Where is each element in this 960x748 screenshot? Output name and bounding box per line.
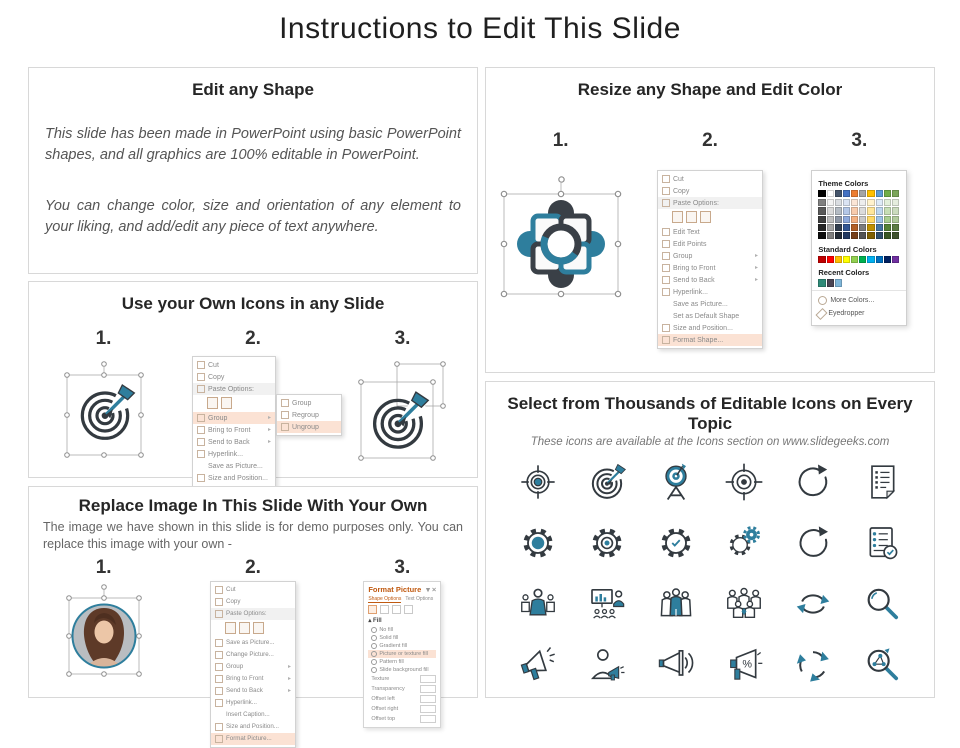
- color-swatch[interactable]: [859, 190, 866, 197]
- color-swatch[interactable]: [827, 232, 834, 239]
- row-offset-right[interactable]: Offset right: [368, 704, 436, 714]
- recent-color-row: [818, 279, 900, 286]
- color-swatch[interactable]: [827, 256, 834, 263]
- submenu-arrow-icon: ▸: [287, 687, 291, 694]
- dartboard-stand-icon: [656, 462, 696, 502]
- cut-icon: [215, 586, 223, 594]
- paste-options-thumbnails: [658, 209, 762, 226]
- panel-subtitle: The image we have shown in this slide is for demo purposes only. You can replace this image with your own -: [43, 520, 463, 551]
- color-swatch[interactable]: [818, 232, 825, 239]
- color-swatch[interactable]: [867, 190, 874, 197]
- eyedropper-icon: [816, 307, 828, 319]
- close-icon[interactable]: ▾ ×: [426, 584, 437, 594]
- color-swatch[interactable]: [876, 224, 883, 231]
- paste-icon: [197, 385, 205, 393]
- theme-colors-label: Theme Colors: [818, 179, 869, 188]
- target-crosshair-icon: [518, 462, 558, 502]
- radio-icon: [371, 635, 377, 641]
- step-number-3: 3.: [394, 328, 411, 349]
- color-swatch[interactable]: [851, 190, 858, 197]
- menu-item-save-as-picture[interactable]: Save as Picture...: [211, 637, 295, 649]
- menu-item-group[interactable]: Group ▸: [658, 250, 762, 262]
- color-swatch[interactable]: [876, 232, 883, 239]
- menu-item-copy[interactable]: Copy: [193, 371, 275, 383]
- menu-item-size-position[interactable]: Size and Position...: [658, 322, 762, 334]
- copy-icon: [662, 187, 670, 195]
- color-swatch[interactable]: [876, 216, 883, 223]
- panel-title: Select from Thousands of Editable Icons on Every Topic: [507, 394, 913, 433]
- row-transparency[interactable]: Transparency: [368, 684, 436, 694]
- submenu-item-ungroup[interactable]: Ungroup: [277, 421, 341, 433]
- gear-solid-icon: [518, 523, 558, 563]
- paste-options-thumbnails: [193, 395, 275, 412]
- panel-title: Use your Own Icons in any Slide: [121, 294, 385, 313]
- menu-item-cut[interactable]: Cut: [658, 173, 762, 185]
- crosshair-scope-icon: [724, 462, 764, 502]
- menu-item-bring-to-front[interactable]: Bring to Front ▸: [658, 262, 762, 274]
- color-swatch[interactable]: [818, 207, 825, 214]
- color-swatch[interactable]: [818, 256, 825, 263]
- body-paragraph-2: You can change color, size and orientation of any element to your liking, and add/edit any piece of text anywhere.: [45, 198, 461, 236]
- color-swatch[interactable]: [867, 199, 874, 206]
- menu-item-cut[interactable]: Cut: [211, 584, 295, 596]
- regroup-icon: [281, 411, 289, 419]
- send-to-back-icon: [662, 276, 670, 284]
- page-title: Instructions to Edit This Slide: [279, 12, 681, 45]
- eyedropper-item[interactable]: Eyedropper: [818, 307, 900, 321]
- paste-keep-formatting-icon[interactable]: [672, 211, 683, 223]
- menu-item-send-to-back[interactable]: Send to Back ▸: [193, 436, 275, 448]
- checklist-document-icon: [862, 462, 902, 502]
- theme-color-row: [818, 190, 900, 197]
- color-swatch[interactable]: [843, 256, 850, 263]
- color-swatch[interactable]: [843, 199, 850, 206]
- cut-icon: [197, 361, 205, 369]
- color-swatch[interactable]: [827, 207, 834, 214]
- size-position-icon: [662, 324, 670, 332]
- color-swatch[interactable]: [884, 232, 891, 239]
- megaphone-waves-icon: [656, 645, 696, 685]
- menu-item-set-default-shape[interactable]: Set as Default Shape: [672, 312, 740, 320]
- offset-top-input[interactable]: [420, 715, 436, 723]
- menu-item-change-picture[interactable]: Change Picture...: [211, 649, 295, 661]
- paste-picture-icon[interactable]: [239, 622, 250, 634]
- tab-text-options[interactable]: Text Options: [405, 595, 434, 602]
- color-swatch[interactable]: [892, 232, 899, 239]
- color-swatch[interactable]: [843, 232, 850, 239]
- menu-item-hyperlink[interactable]: Hyperlink...: [193, 448, 275, 460]
- step-number-1: 1.: [552, 130, 569, 151]
- fill-line-icon[interactable]: [368, 605, 377, 614]
- color-swatch[interactable]: [892, 190, 899, 197]
- step-number-2: 2.: [245, 328, 261, 349]
- bring-to-front-icon: [662, 264, 670, 272]
- menu-item-group[interactable]: Group ▸: [211, 661, 295, 673]
- hyperlink-icon: [662, 288, 670, 296]
- color-swatch[interactable]: [859, 216, 866, 223]
- theme-tint-grid: [818, 199, 900, 239]
- step-number-2: 2.: [702, 130, 718, 151]
- menu-item-insert-caption[interactable]: Insert Caption...: [225, 710, 270, 718]
- ungrouped-target-graphic: [353, 356, 453, 468]
- send-to-back-icon: [197, 438, 205, 446]
- panel-title: Edit any Shape: [192, 80, 314, 99]
- color-swatch[interactable]: [892, 256, 899, 263]
- menu-item-copy[interactable]: Copy: [211, 596, 295, 608]
- color-swatch[interactable]: [827, 216, 834, 223]
- transparency-input[interactable]: [420, 685, 436, 693]
- icon-grid: [486, 448, 934, 685]
- row-texture[interactable]: Texture: [368, 674, 436, 684]
- row-offset-top[interactable]: Offset top: [368, 714, 436, 724]
- color-swatch[interactable]: [859, 199, 866, 206]
- option-pattern-fill[interactable]: Pattern fill: [368, 658, 436, 666]
- team-three-icon: [656, 584, 696, 624]
- context-menu: [192, 356, 276, 499]
- double-gears-icon: [724, 523, 764, 563]
- paste-keep-formatting-icon[interactable]: [225, 622, 236, 634]
- tab-shape-options[interactable]: Shape Options: [368, 595, 402, 602]
- submenu-arrow-icon: ▸: [287, 663, 291, 670]
- color-swatch[interactable]: [818, 279, 825, 286]
- radio-icon: [371, 659, 377, 665]
- color-swatch[interactable]: [835, 232, 842, 239]
- color-swatch[interactable]: [884, 207, 891, 214]
- bring-to-front-icon: [215, 675, 223, 683]
- standard-color-row: [818, 256, 900, 263]
- color-swatch[interactable]: [843, 216, 850, 223]
- selected-shape-graphic: [494, 168, 628, 306]
- sync-arrows-icon: [793, 584, 833, 624]
- submenu-arrow-icon: ▸: [267, 415, 271, 421]
- row-offset-left[interactable]: Offset left: [368, 694, 436, 704]
- panel-replace-image: [28, 486, 478, 742]
- color-swatch[interactable]: [892, 224, 899, 231]
- panel-title: Resize any Shape and Edit Color: [577, 80, 843, 99]
- megaphone-offer-icon: [724, 645, 764, 685]
- group-icon: [197, 414, 205, 422]
- step-number-1: 1.: [95, 328, 112, 349]
- more-colors-item[interactable]: More Colors...: [818, 294, 900, 307]
- cycle-arrows-icon: [793, 645, 833, 685]
- color-swatch[interactable]: [851, 199, 858, 206]
- panel-edit-any-shape: [28, 67, 478, 274]
- recent-colors-label: Recent Colors: [818, 268, 870, 278]
- color-swatch[interactable]: [827, 199, 834, 206]
- save-picture-icon: [215, 639, 223, 647]
- color-swatch[interactable]: [884, 199, 891, 206]
- shape-context-menu: [657, 170, 763, 349]
- color-swatch[interactable]: [859, 224, 866, 231]
- color-swatch[interactable]: [884, 190, 891, 197]
- size-position-icon: [215, 723, 223, 731]
- color-swatch[interactable]: [884, 256, 891, 263]
- hyperlink-icon: [215, 699, 223, 707]
- size-properties-icon[interactable]: [392, 605, 401, 614]
- color-swatch[interactable]: [867, 224, 874, 231]
- color-swatch[interactable]: [835, 279, 842, 286]
- menu-item-send-to-back[interactable]: Send to Back ▸: [658, 274, 762, 286]
- paste-icon: [215, 610, 223, 618]
- color-swatch[interactable]: [892, 207, 899, 214]
- copy-icon: [215, 598, 223, 606]
- group-icon: [662, 252, 670, 260]
- color-swatch[interactable]: [818, 216, 825, 223]
- paste-picture-icon[interactable]: [221, 397, 232, 409]
- color-swatch[interactable]: [827, 190, 834, 197]
- color-swatch[interactable]: [867, 207, 874, 214]
- menu-item-paste-options[interactable]: Paste Options:: [193, 383, 275, 395]
- dartboard-dart-icon: [587, 462, 627, 502]
- submenu-arrow-icon: ▸: [754, 265, 758, 271]
- edit-points-icon: [662, 240, 670, 248]
- menu-item-paste-options[interactable]: Paste Options:: [658, 197, 762, 209]
- paste-picture-icon[interactable]: [686, 211, 697, 223]
- cut-icon: [662, 175, 670, 183]
- send-to-back-icon: [215, 687, 223, 695]
- menu-item-edit-text[interactable]: Edit Text: [658, 226, 762, 238]
- color-swatch[interactable]: [843, 207, 850, 214]
- panel-subtitle: These icons are available at the Icons section on www.slidegeeks.com: [530, 436, 890, 448]
- color-swatch[interactable]: [818, 190, 825, 197]
- step-number-3: 3.: [394, 556, 411, 578]
- color-swatch[interactable]: [859, 256, 866, 263]
- menu-item-size-position[interactable]: Size and Position...: [211, 721, 295, 733]
- format-picture-icon: [215, 735, 223, 743]
- option-no-fill[interactable]: No fill: [368, 626, 436, 634]
- color-swatch[interactable]: [851, 216, 858, 223]
- paste-keep-source-icon[interactable]: [253, 622, 264, 634]
- menu-item-cut[interactable]: Cut: [193, 359, 275, 371]
- color-swatch[interactable]: [843, 190, 850, 197]
- radio-icon: [371, 643, 377, 649]
- submenu-arrow-icon: ▸: [267, 427, 271, 433]
- menu-item-hyperlink[interactable]: Hyperlink...: [211, 697, 295, 709]
- option-gradient-fill[interactable]: Gradient fill: [368, 642, 436, 650]
- group-icon: [281, 399, 289, 407]
- picture-context-menu: [210, 581, 296, 748]
- color-swatch[interactable]: [835, 216, 842, 223]
- color-swatch[interactable]: [867, 232, 874, 239]
- group-submenu: [276, 394, 342, 436]
- team-group-icon: [724, 584, 764, 624]
- rotate-arrow-icon: [793, 462, 833, 502]
- group-icon: [215, 663, 223, 671]
- gear-check-icon: [656, 523, 696, 563]
- submenu-item-group[interactable]: Group: [277, 397, 341, 409]
- paste-keep-formatting-icon[interactable]: [207, 397, 218, 409]
- step-number-1: 1.: [95, 556, 112, 578]
- selected-photo-graphic: [58, 581, 150, 683]
- radio-icon: [371, 667, 377, 673]
- change-picture-icon: [215, 651, 223, 659]
- color-swatch[interactable]: [818, 199, 825, 206]
- format-pane-title: Format Picture: [368, 584, 422, 594]
- copy-icon: [197, 373, 205, 381]
- panel-resize-shape: [485, 67, 935, 373]
- format-picture-pane: [363, 581, 441, 728]
- texture-dropdown[interactable]: [420, 675, 436, 683]
- color-swatch[interactable]: [835, 199, 842, 206]
- paste-options-thumbnails: [211, 620, 295, 637]
- selected-target-graphic: [58, 356, 150, 468]
- menu-item-group[interactable]: Group ▸: [193, 412, 275, 424]
- color-wheel-icon: [818, 296, 827, 305]
- menu-item-hyperlink[interactable]: Hyperlink...: [658, 286, 762, 298]
- flower-shape: [517, 200, 605, 288]
- color-swatch[interactable]: [892, 199, 899, 206]
- option-solid-fill[interactable]: Solid fill: [368, 634, 436, 642]
- menu-item-size-position[interactable]: Size and Position...: [193, 472, 275, 484]
- step-number-2: 2.: [245, 556, 261, 578]
- menu-item-paste-options[interactable]: Paste Options:: [211, 608, 295, 620]
- magnifier-network-icon: [862, 645, 902, 685]
- size-position-icon: [197, 474, 205, 482]
- menu-item-format-shape[interactable]: Format Shape...: [658, 334, 762, 346]
- color-swatch[interactable]: [884, 224, 891, 231]
- radio-icon: [371, 651, 377, 657]
- color-swatch[interactable]: [851, 232, 858, 239]
- refresh-circle-icon: [793, 523, 833, 563]
- presentation-screen-icon: [587, 584, 627, 624]
- gear-dot-icon: [587, 523, 627, 563]
- submenu-arrow-icon: ▸: [754, 253, 758, 259]
- panel-title: Replace Image In This Slide With Your Own: [78, 496, 428, 515]
- ungroup-icon: [281, 423, 289, 431]
- menu-item-format-picture[interactable]: Format Picture...: [211, 733, 295, 745]
- submenu-arrow-icon: ▸: [267, 439, 271, 445]
- color-swatch[interactable]: [876, 207, 883, 214]
- offset-left-input[interactable]: [420, 695, 436, 703]
- color-swatch[interactable]: [892, 216, 899, 223]
- menu-item-copy[interactable]: Copy: [658, 185, 762, 197]
- color-swatch[interactable]: [818, 224, 825, 231]
- panel-icons-library: [485, 381, 935, 698]
- option-slide-bg-fill[interactable]: Slide background fill: [368, 666, 436, 674]
- color-swatch[interactable]: [851, 256, 858, 263]
- bring-to-front-icon: [197, 426, 205, 434]
- edit-text-icon: [662, 228, 670, 236]
- option-picture-fill[interactable]: Picture or texture fill: [368, 650, 436, 658]
- offset-right-input[interactable]: [420, 705, 436, 713]
- format-pane-category-icons: [368, 605, 436, 614]
- paste-keep-source-icon[interactable]: [700, 211, 711, 223]
- megaphone-burst-icon: [518, 645, 558, 685]
- submenu-item-regroup[interactable]: Regroup: [277, 409, 341, 421]
- color-swatch[interactable]: [835, 256, 842, 263]
- color-swatch[interactable]: [876, 256, 883, 263]
- menu-item-bring-to-front[interactable]: Bring to Front ▸: [211, 673, 295, 685]
- person-megaphone-icon: [587, 645, 627, 685]
- panel-use-own-icons: [28, 281, 478, 482]
- color-swatch[interactable]: [835, 190, 842, 197]
- menu-item-edit-points[interactable]: Edit Points: [658, 238, 762, 250]
- color-swatch[interactable]: [884, 216, 891, 223]
- speaker-audience-icon: [518, 584, 558, 624]
- fill-section-header[interactable]: ▴ Fill: [368, 617, 382, 624]
- menu-item-bring-to-front[interactable]: Bring to Front ▸: [193, 424, 275, 436]
- color-swatch[interactable]: [859, 207, 866, 214]
- magnifier-icon: [862, 584, 902, 624]
- body-paragraph-1: This slide has been made in PowerPoint using basic PowerPoint shapes, and all graphics are 100% editable in PowerPoint.: [45, 126, 461, 164]
- color-swatch[interactable]: [843, 224, 850, 231]
- menu-item-send-to-back[interactable]: Send to Back ▸: [211, 685, 295, 697]
- submenu-arrow-icon: ▸: [287, 675, 291, 682]
- step-number-3: 3.: [851, 130, 868, 151]
- checklist-approved-icon: [862, 523, 902, 563]
- submenu-arrow-icon: ▸: [754, 277, 758, 283]
- color-swatch[interactable]: [859, 232, 866, 239]
- standard-colors-label: Standard Colors: [818, 245, 877, 255]
- effects-icon[interactable]: [380, 605, 389, 614]
- color-swatch[interactable]: [867, 256, 874, 263]
- color-swatch[interactable]: [851, 207, 858, 214]
- hyperlink-icon: [197, 450, 205, 458]
- color-picker: [811, 170, 907, 326]
- color-swatch[interactable]: [827, 224, 834, 231]
- color-swatch[interactable]: [851, 224, 858, 231]
- color-swatch[interactable]: [835, 224, 842, 231]
- color-swatch[interactable]: [835, 207, 842, 214]
- color-swatch[interactable]: [867, 216, 874, 223]
- color-swatch[interactable]: [876, 199, 883, 206]
- format-shape-icon: [662, 336, 670, 344]
- picture-icon[interactable]: [404, 605, 413, 614]
- menu-item-save-as-picture[interactable]: Save as Picture...: [672, 300, 728, 308]
- radio-icon: [371, 627, 377, 633]
- menu-item-save-as-picture[interactable]: Save as Picture...: [208, 462, 263, 470]
- paste-icon: [662, 199, 670, 207]
- color-swatch[interactable]: [876, 190, 883, 197]
- color-swatch[interactable]: [827, 279, 834, 286]
